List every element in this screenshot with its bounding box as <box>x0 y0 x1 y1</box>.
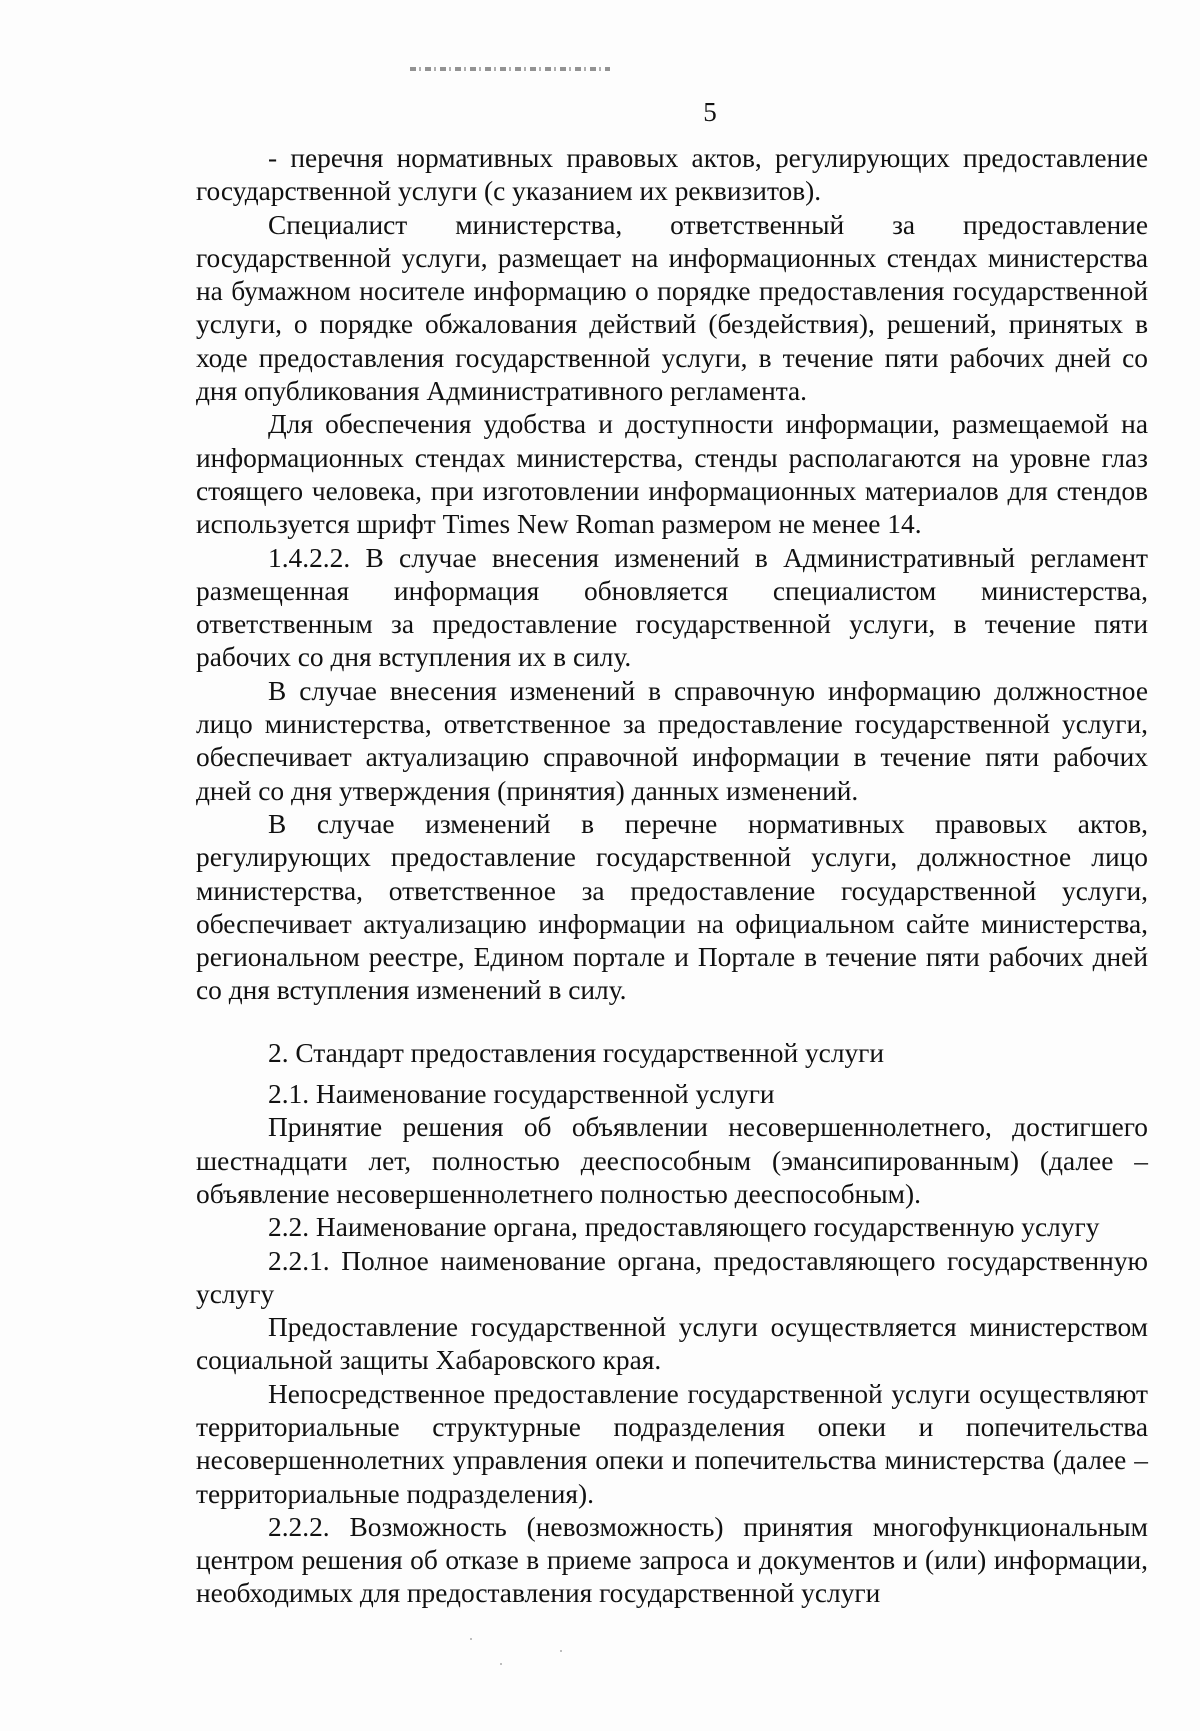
paragraph: 2.2.1. Полное наименование органа, предоставляющего государственную услугу <box>196 1245 1148 1309</box>
paragraph: Для обеспечения удобства и доступности информации, размещаемой на информационных стендах министерства, стенды располагаются на уровне глаз стоящего человека, при изготовлении информационных материалов для стендов используется шрифт Times New Roman размером не менее 14. <box>196 409 1148 540</box>
subsection-heading: 2.1. Наименование государственной услуги <box>268 1079 775 1110</box>
paragraph: Принятие решения об объявлении несовершеннолетнего, достигшего шестнадцати лет, полностью дееспособным (эмансипированным) (далее – объявление несовершеннолетнего полностью дееспособным). <box>196 1112 1148 1209</box>
document-body <box>196 142 1148 1611</box>
paragraph-list-item: - перечня нормативных правовых актов, регулирующих предоставление государственной услуги (с указанием их реквизитов). <box>196 143 1148 207</box>
paragraph: 2.2.2. Возможность (невозможность) принятия многофункциональным центром решения об отказе в приеме запроса и документов и (или) информации, необходимых для предоставления государственной услуги <box>196 1511 1148 1609</box>
scan-speck <box>560 1650 562 1652</box>
paragraph: Непосредственное предоставление государственной услуги осуществляют территориальные структурные подразделения опеки и попечительства несовершеннолетних управления опеки и попечительства министерства (далее – территориальные подразделения). <box>196 1378 1148 1509</box>
scan-speck <box>500 1663 502 1665</box>
subsection-heading: 2.2. Наименование органа, предоставляющего государственную услугу <box>268 1212 1100 1243</box>
paragraph: Специалист министерства, ответственный за предоставление государственной услуги, размещает на информационных стендах министерства на бумажном носителе информацию о порядке предоставления государственной услуги, о порядке обжалования действий (бездействия), решений, принятых в ходе предоставления государственной услуги, в течение пяти рабочих дней со дня опубликования Административного регламента. <box>196 209 1148 407</box>
page-number: 5 <box>703 97 717 127</box>
scan-speck <box>470 1638 472 1640</box>
scan-artifact <box>410 67 610 71</box>
paragraph: Предоставление государственной услуги осуществляется министерством социальной защиты Хабаровского края. <box>196 1312 1148 1376</box>
section-heading: 2. Стандарт предоставления государственной услуги <box>268 1037 885 1068</box>
paragraph: В случае изменений в перечне нормативных правовых актов, регулирующих предоставление государственной услуги, должностное лицо министерства, ответственное за предоставление государственной услуги, обеспечивает актуализацию информации на официальном сайте министерства, региональном реестре, Едином портале и Портале в течение пяти рабочих дней со дня вступления изменений в силу. <box>196 808 1148 1006</box>
paragraph: 1.4.2.2. В случае внесения изменений в Административный регламент размещенная информация обновляется специалистом министерства, ответственным за предоставление государственной услуги, в течение пяти рабочих со дня вступления их в силу. <box>196 542 1148 673</box>
paragraph: В случае внесения изменений в справочную информацию должностное лицо министерства, ответственное за предоставление государственной услуги, обеспечивает актуализацию справочной информации в течение пяти рабочих дней со дня утверждения (принятия) данных изменений. <box>196 675 1148 806</box>
